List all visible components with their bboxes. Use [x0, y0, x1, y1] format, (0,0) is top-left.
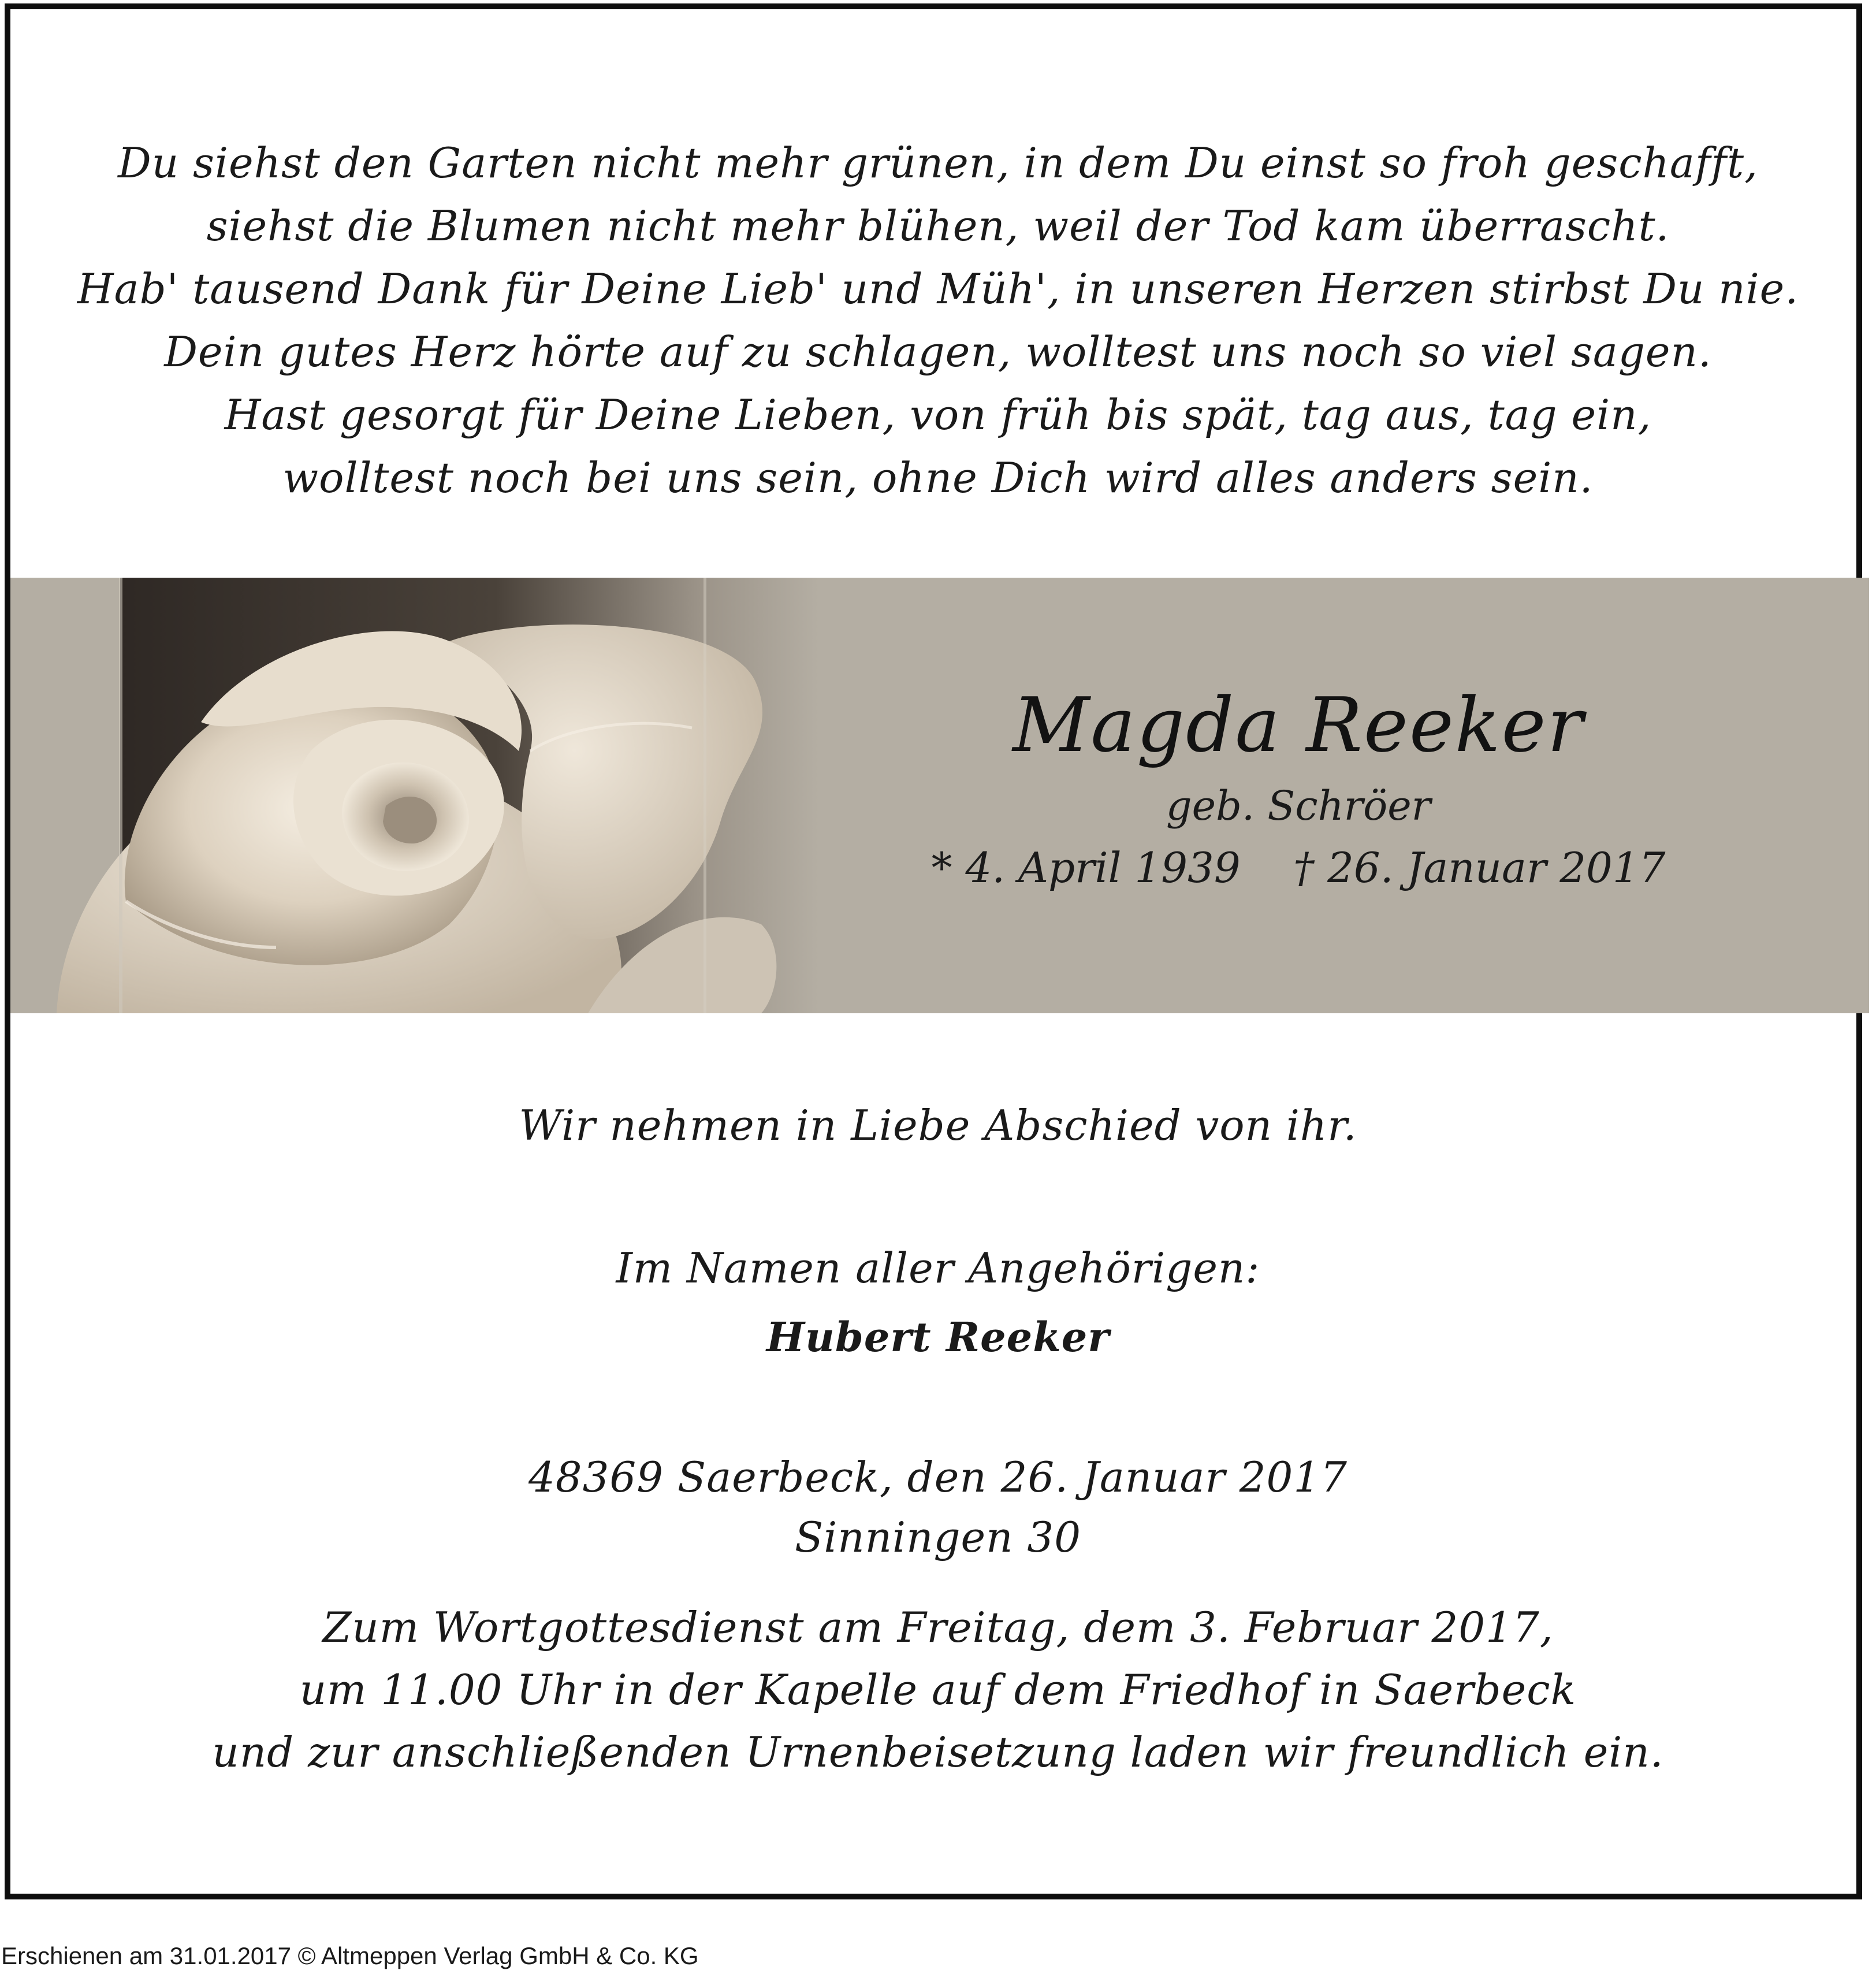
poem-line: Du siehst den Garten nicht mehr grünen, in dem Du einst so froh geschafft, — [118, 139, 1758, 187]
name-banner — [10, 578, 1869, 1013]
poem-line: Hab' tausend Dank für Deine Lieb' und Müh', in unseren Herzen stirbst Du nie. — [77, 265, 1799, 313]
deceased-name: Magda Reeker — [1013, 681, 1584, 769]
farewell-text: Wir nehmen in Liebe Abschied von ihr. — [519, 1101, 1357, 1150]
address-line: Sinningen 30 — [794, 1513, 1082, 1561]
life-dates: * 4. April 1939 † 26. Januar 2017 — [931, 843, 1666, 892]
name-block — [877, 578, 1720, 1013]
rose-illustration — [10, 578, 819, 1013]
service-invitation — [0, 1596, 1876, 1783]
service-line: und zur anschließenden Urnenbeisetzung laden wir freundlich ein. — [212, 1728, 1664, 1776]
behalf-text: Im Namen aller Angehörigen: — [616, 1244, 1260, 1292]
place-line: 48369 Saerbeck, den 26. Januar 2017 — [528, 1453, 1348, 1501]
poem — [0, 132, 1876, 510]
rose-image — [10, 578, 819, 1013]
signer-name: Hubert Reeker — [766, 1313, 1110, 1361]
publication-footer: Erschienen am 31.01.2017 © Altmeppen Verlag GmbH & Co. KG — [1, 1942, 699, 1969]
poem-line: wolltest noch bei uns sein, ohne Dich wird alles anders sein. — [282, 453, 1594, 502]
place-and-date — [0, 1447, 1876, 1567]
maiden-name: geb. Schröer — [1166, 782, 1431, 830]
poem-line: Hast gesorgt für Deine Lieben, von früh bis spät, tag aus, tag ein, — [224, 391, 1652, 439]
service-line: um 11.00 Uhr in der Kapelle auf dem Friedhof in Saerbeck — [299, 1665, 1577, 1714]
poem-line: siehst die Blumen nicht mehr blühen, weil der Tod kam überrascht. — [206, 202, 1670, 250]
poem-line: Dein gutes Herz hörte auf zu schlagen, wolltest uns noch so viel sagen. — [164, 328, 1712, 376]
service-line: Zum Wortgottesdienst am Freitag, dem 3. Februar 2017, — [322, 1603, 1554, 1652]
